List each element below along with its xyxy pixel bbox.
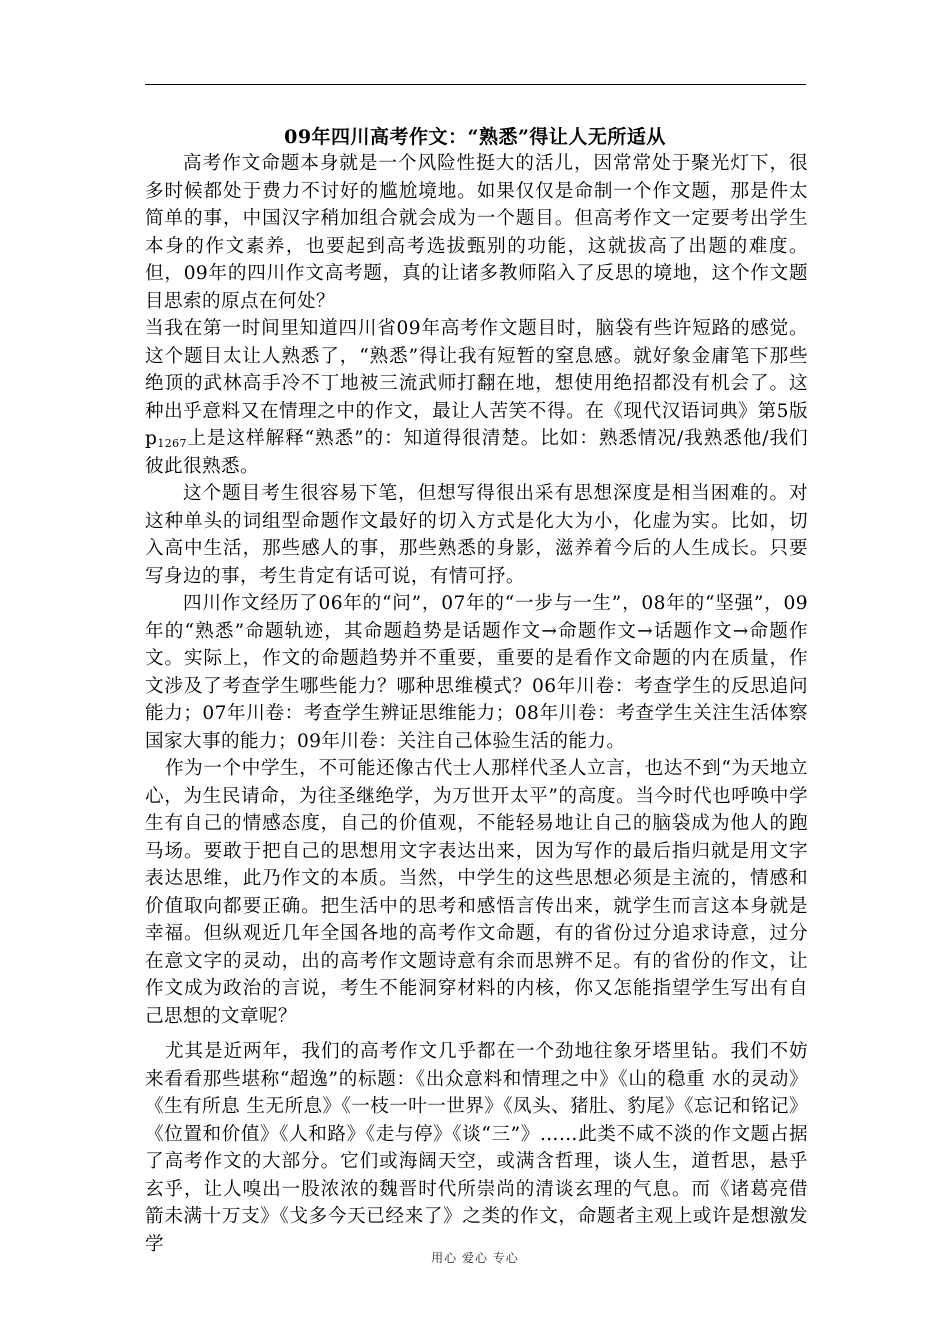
paragraph-2 bbox=[145, 315, 808, 480]
paragraph-5: 作为一个中学生，不可能还像古代士人那样代圣人立言，也达不到“为天地立心，为生民请命，为往圣继绝学，为万世开太平”的高度。当今时代也呼唤中学生有自己的情感态度，自己的价值观，不能轻易地让自己的脑袋成为他人的跑马场。要敢于把自己的思想用文字表达出来，因为写作的最后指归就是用文字表达思维，此乃作文的本质。当然，中学生的这些思想必须是主流的，情感和价值取向都要正确。把生活中的思考和感悟言传出来，就学生而言这本身就是幸福。但纵观近几年全国各地的高考作文命题，有的省份过分追求诗意，过分在意文字的灵动，出的高考作文题诗意有余而思辨不足。有的省份的作文，让作文成为政治的言说，考生不能洞穿材料的内核，你又怎能指望学生写出有自己思想的文章呢？ bbox=[145, 758, 808, 1027]
paragraph-3: 这个题目考生很容易下笔，但想写得很出采有思想深度是相当困难的。对这种单头的词组型命题作文最好的切入方式是化大为小，化虚为实。比如，切入高中生活，那些感人的事，那些熟悉的身影，滋养着今后的人生成长。只要写身边的事，考生肯定有话可说，有情可抒。 bbox=[145, 483, 808, 587]
page-number-subscript: 1267 bbox=[157, 437, 187, 450]
page-footer: 用心 爱心 专心 bbox=[431, 1251, 519, 1265]
paragraph-6: 尤其是近两年，我们的高考作文几乎都在一个劲地往象牙塔里钻。我们不妨来看看那些堪称“超逸”的标题：《出众意料和情理之中》《山的稳重 水的灵动》《生有所息 生无所息》《一枝一叶一世界》《凤头、猪肚、豹尾》《忘记和铭记》《位置和价值》《人和路》《走与停》《谈“三”》……此类不咸不淡的作文题占据了高考作文的大部分。它们或海阔天空，或满含哲理，谈人生，道哲思，悬乎玄乎，让人嗅出一股浓浓的魏晋时代所崇尚的清谈玄理的气息。而《诸葛亮借箭未满十万支》《戈多今天已经来了》之类的作文，命题者主观上或许是想激发学 bbox=[145, 1041, 808, 1255]
header-rule bbox=[145, 84, 806, 85]
paragraph-1: 高考作文命题本身就是一个风险性挺大的活儿，因常常处于聚光灯下，很多时候都处于费力不讨好的尴尬境地。如果仅仅是命制一个作文题，那是件太简单的事，中国汉字稍加组合就会成为一个题目。但高考作文一定要考出学生本身的作文素养，也要起到高考选拔甄别的功能，这就拔高了出题的难度。但，09年的四川作文高考题，真的让诸多教师陷入了反思的境地，这个作文题目思索的原点在何处？ bbox=[145, 153, 808, 312]
article-body bbox=[145, 150, 808, 1258]
paragraph-2-text-b: 上是这样解释“熟悉”的：知道得很清楚。比如：熟悉情况/我熟悉他/我们彼此很熟悉。 bbox=[145, 428, 808, 477]
paragraph-2-text-a: 当我在第一时间里知道四川省09年高考作文题目时，脑袋有些许短路的感觉。这个题目太让人熟悉了，“熟悉”得让我有短暂的窒息感。就好象金庸笔下那些绝顶的武林高手冷不丁地被三流武师打翻在地，想使用绝招都没有机会了。这种出乎意料又在情理之中的作文，最让人苦笑不得。在《现代汉语词典》第5版p bbox=[145, 318, 808, 449]
article-title: 09年四川高考作文：“熟悉”得让人无所适从 bbox=[284, 126, 666, 148]
paragraph-4: 四川作文经历了06年的“问”，07年的“一步与一生”，08年的“坚强”，09年的“熟悉”命题轨迹，其命题趋势是话题作文→命题作文→话题作文→命题作文。实际上，作文的命题趋势并不重要，重要的是看作文命题的内在质量，作文涉及了考查学生哪些能力？哪种思维模式？06年川卷：考查学生的反思追问能力；07年川卷：考查学生辨证思维能力；08年川卷：考查学生关注生活体察国家大事的能力；09年川卷：关注自己体验生活的能力。 bbox=[145, 593, 808, 752]
